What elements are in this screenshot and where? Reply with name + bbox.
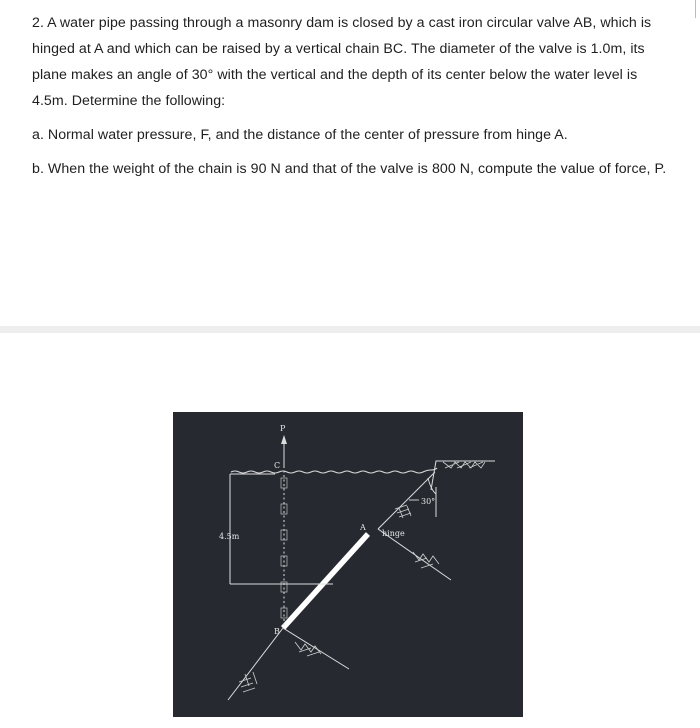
water-surface <box>231 468 437 473</box>
problem-paragraph: 2. A water pipe passing through a masonry dam is closed by a cast iron circular valve AB, which is hinged at A and which can be raised by a vertical chain BC. The diameter of the valve is 1.0m, its plane makes an angle of 30° with the vertical and the depth of its center below the water level is 4.5m. Determine the following: <box>32 15 652 109</box>
page-edge-marker <box>695 0 700 18</box>
depth-dimension-lines <box>230 474 333 584</box>
dam-face-upper-hatch <box>395 505 411 518</box>
problem-statement <box>32 10 672 190</box>
depth-label: 4.5m <box>219 532 240 541</box>
dam-face-lower <box>228 628 283 700</box>
section-divider <box>0 326 700 333</box>
point-a-label: A <box>360 523 366 532</box>
valve-ab <box>283 534 368 628</box>
hinge-hatch <box>413 552 439 568</box>
force-p-arrowhead <box>281 435 287 444</box>
foundation-line <box>283 628 349 669</box>
angle-label: 30° <box>421 497 436 506</box>
hinge-label: hinge <box>382 529 405 538</box>
dam-valve-diagram <box>173 412 523 717</box>
diagram-svg <box>173 412 523 717</box>
problem-part-a: a. Normal water pressure, F, and the distance of the center of pressure from hinge A. <box>32 127 568 143</box>
point-b-label: B <box>274 627 280 636</box>
problem-part-b: b. When the weight of the chain is 90 N and that of the valve is 800 N, compute the value of force, P. <box>32 161 667 177</box>
dam-top-hatch <box>443 462 485 468</box>
point-c-label: C <box>274 461 281 470</box>
force-p-label: P <box>280 424 286 433</box>
